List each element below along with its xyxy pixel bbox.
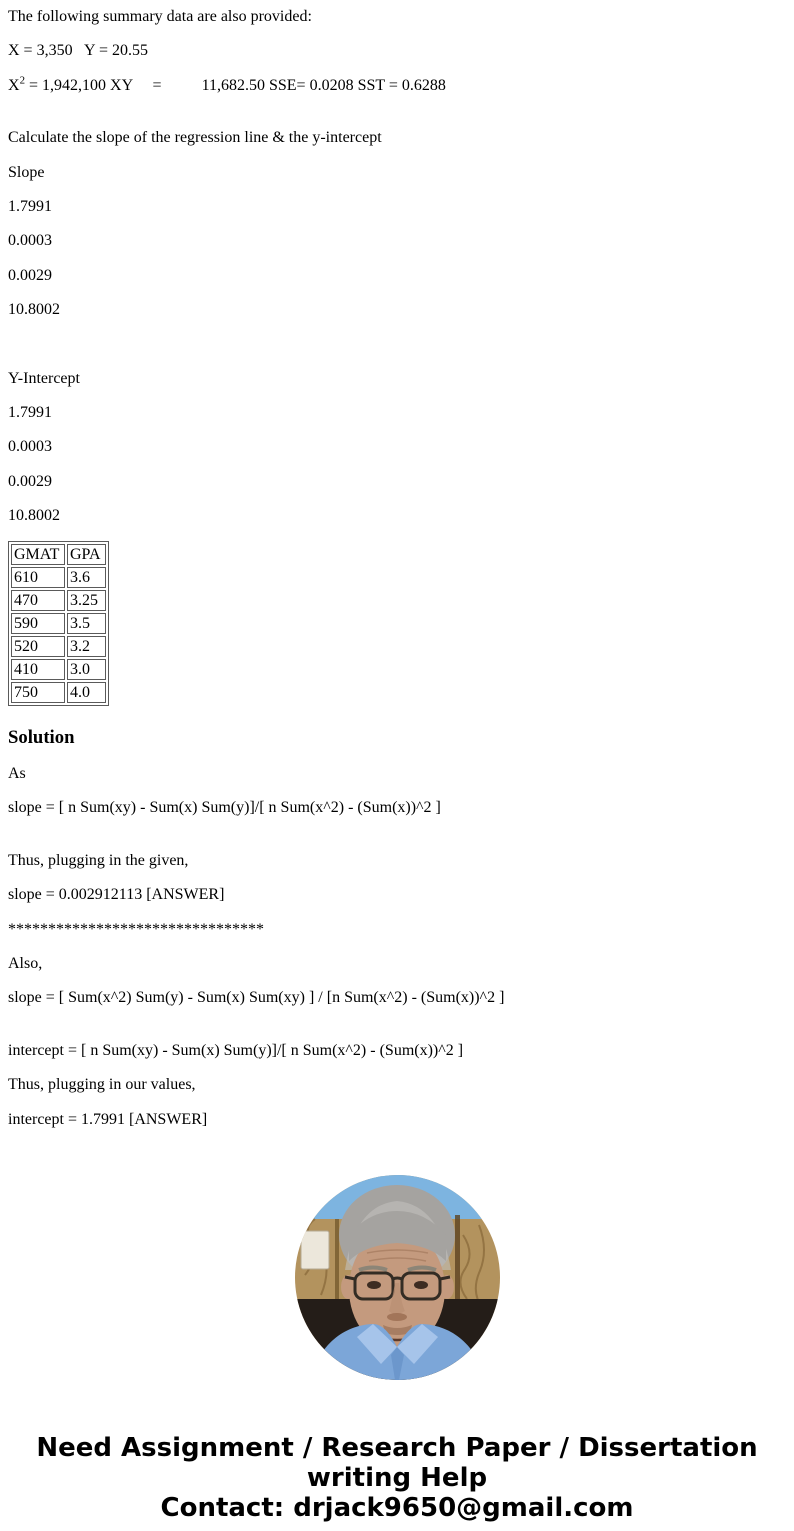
- summary-line-2: [8, 74, 786, 95]
- gpa-cell: 3.2: [67, 636, 106, 657]
- eye-left: [367, 1281, 381, 1289]
- plug-values-text: Thus, plugging in our values,: [8, 1076, 196, 1094]
- table-row: [11, 590, 106, 611]
- nose-shadow: [387, 1313, 407, 1321]
- intercept-formula: intercept = [ n Sum(xy) - Sum(x) Sum(y)]/[ n Sum(x^2) - (Sum(x))^2 ]: [8, 1041, 464, 1059]
- table-row: [11, 567, 106, 588]
- gmat-cell: 590: [11, 613, 65, 634]
- gmat-gpa-table: [8, 541, 109, 706]
- summary-intro: The following summary data are also provided:: [8, 8, 312, 25]
- gmat-cell: 610: [11, 567, 65, 588]
- footer-help-text: Need Assignment / Research Paper / Dissertation writing Help: [36, 1432, 758, 1493]
- table-header-row: [11, 544, 106, 565]
- footer-contact-email: Contact: drjack9650@gmail.com: [160, 1492, 634, 1523]
- gpa-cell: 4.0: [67, 682, 106, 703]
- solution-as: As: [8, 765, 26, 783]
- gmat-cell: 750: [11, 682, 65, 703]
- avatar: [8, 1175, 786, 1385]
- slope-formula: slope = [ n Sum(xy) - Sum(x) Sum(y)]/[ n Sum(x^2) - (Sum(x))^2 ]: [8, 799, 441, 817]
- table-row: [11, 636, 106, 657]
- separator-line: ********************************: [8, 920, 264, 938]
- table-row: [11, 659, 106, 680]
- table-row: [11, 613, 106, 634]
- footer-banner: [8, 1433, 786, 1523]
- slope-answer: slope = 0.002912113 [ANSWER]: [8, 886, 225, 904]
- y-intercept-label: Y-Intercept: [8, 369, 80, 387]
- tile-groove-left: [335, 1219, 339, 1303]
- eye-right: [414, 1281, 428, 1289]
- gpa-cell: 3.25: [67, 590, 106, 611]
- intercept-option-1: 1.7991: [8, 403, 52, 421]
- gmat-cell: 470: [11, 590, 65, 611]
- summary-line-2-rest: = 1,942,100 XY = 11,682.50 SSE= 0.0208 SST = 0.6288: [25, 76, 446, 94]
- x-squared-exponent: 2: [19, 74, 25, 87]
- intercept-option-3: 0.0029: [8, 472, 52, 490]
- gpa-cell: 3.6: [67, 567, 106, 588]
- gmat-cell: 520: [11, 636, 65, 657]
- x-squared-base: X: [8, 76, 20, 94]
- document-body: [0, 8, 794, 1531]
- gpa-cell: 3.0: [67, 659, 106, 680]
- slope-label: Slope: [8, 163, 45, 181]
- slope-option-1: 1.7991: [8, 197, 52, 215]
- question-prompt: Calculate the slope of the regression line & the y-intercept: [8, 129, 382, 147]
- gpa-cell: 3.5: [67, 613, 106, 634]
- also-text: Also,: [8, 954, 43, 972]
- tile-groove-right: [455, 1215, 460, 1307]
- slope-option-4: 10.8002: [8, 301, 60, 319]
- column-header-gmat: GMAT: [11, 544, 65, 565]
- slope-option-2: 0.0003: [8, 232, 52, 250]
- slope-option-3: 0.0029: [8, 266, 52, 284]
- table-row: [11, 682, 106, 703]
- summary-line-1: X = 3,350 Y = 20.55: [8, 42, 148, 60]
- wall-panel: [301, 1231, 329, 1269]
- intercept-option-4: 10.8002: [8, 507, 60, 525]
- column-header-gpa: GPA: [67, 544, 106, 565]
- slope-formula-alt: slope = [ Sum(x^2) Sum(y) - Sum(x) Sum(xy) ] / [n Sum(x^2) - (Sum(x))^2 ]: [8, 989, 505, 1007]
- intercept-answer: intercept = 1.7991 [ANSWER]: [8, 1110, 208, 1128]
- plug-given-text: Thus, plugging in the given,: [8, 851, 189, 869]
- tutor-photo: [295, 1175, 500, 1380]
- solution-heading: Solution: [8, 727, 75, 749]
- intercept-option-2: 0.0003: [8, 438, 52, 456]
- gmat-cell: 410: [11, 659, 65, 680]
